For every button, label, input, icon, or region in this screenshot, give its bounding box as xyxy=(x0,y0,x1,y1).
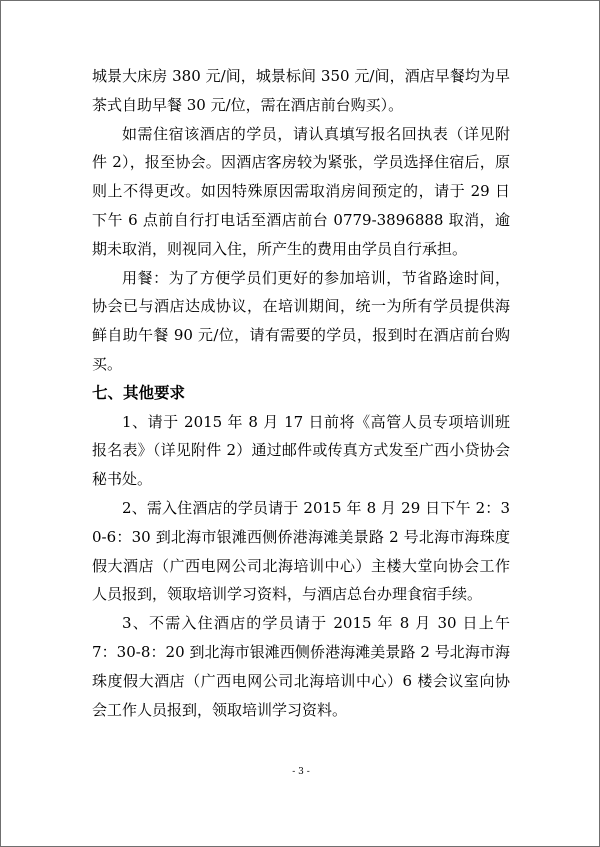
paragraph-requirement-3: 3、不需入住酒店的学员请于 2015 年 8 月 30 日上午 7：30-8：20 到北海市银滩西侧侨港海滩美景路 2 号北海市海珠度假大酒店（广西电网公司北海培训中心）6 楼会议室向协会工作人员报到，领取培训学习资料。 xyxy=(92,614,510,719)
paragraph-hotel-rates: 城景大床房 380 元/间，城景标间 350 元/间，酒店早餐均为早茶式自助早餐 30 元/位，需在酒店前台购买）。 xyxy=(92,67,510,114)
paragraph-meals: 用餐：为了方便学员们更好的参加培训，节省路途时间，协会已与酒店达成协议，在培训期间，统一为所有学员提供海鲜自助午餐 90 元/位，请有需要的学员，报到时在酒店前台购买。 xyxy=(92,268,510,373)
paragraph-accommodation: 如需住宿该酒店的学员，请认真填写报名回执表（详见附件 2），报至协会。因酒店客房较为紧张，学员选择住宿后，原则上不得更改。如因特殊原因需取消房间预定的，请于 29 日下午 6 点前自行打电话至酒店前台 0779-3896888 取消，逾期未取消，则视同入住，所产生的费用由学员自行承担。 xyxy=(92,124,510,258)
paragraph-requirement-2: 2、需入住酒店的学员请于 2015 年 8 月 29 日下午 2：30-6：30 到北海市银滩西侧侨港海滩美景路 2 号北海市海珠度假大酒店（广西电网公司北海培训中心）主楼大堂向协会工作人员报到，领取培训学习资料，与酒店总台办理食宿手续。 xyxy=(92,498,510,604)
paragraph-requirement-1: 1、请于 2015 年 8 月 17 日前将《高管人员专项培训班报名表》（详见附件 2）通过邮件或传真方式发至广西小贷协会秘书处。 xyxy=(92,412,510,489)
document-body xyxy=(92,62,510,724)
page-number: - 3 - xyxy=(292,767,310,777)
section-heading-other-requirements: 七、其他要求 xyxy=(92,383,186,402)
